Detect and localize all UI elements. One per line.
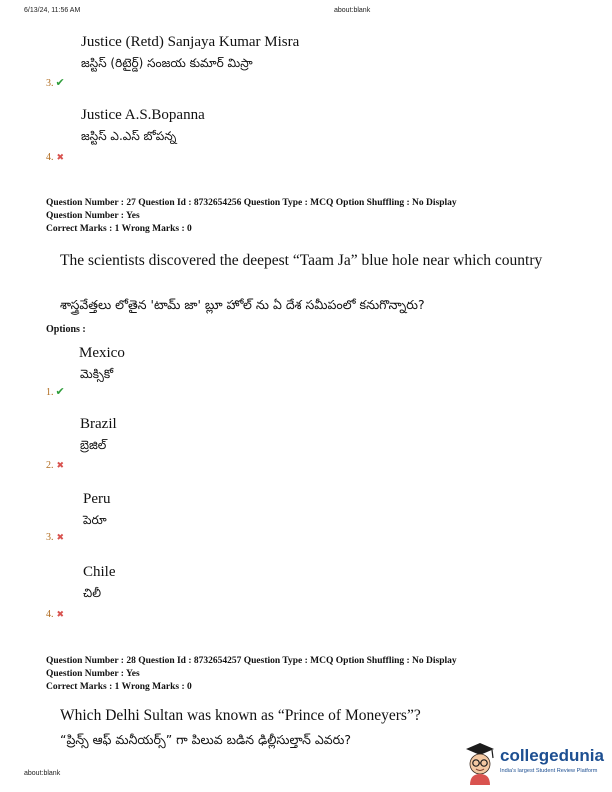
q27-option-2-en: Brazil [80, 416, 117, 432]
q27-text-te: శాస్త్రవేత్తలు లోతైన 'టామ్ జా' బ్లూ హోల్ ను ఏ దేశ సమీపంలో కనుగొన్నారు? [60, 297, 425, 312]
prev-option-3-en: Justice (Retd) Sanjaya Kumar Misra [81, 34, 300, 50]
q28-meta [46, 655, 457, 694]
prev-option-3-te: జస్టిస్ (రిటైర్డ్) సంజయ కుమార్ మిస్రా [81, 56, 253, 70]
option-number: 4. [46, 152, 54, 163]
option-number: 3. [46, 532, 54, 543]
q27-option-1-te: మెక్సికో [80, 367, 114, 381]
q27-option-4-te: చిలీ [83, 586, 101, 600]
collegedunia-logo [462, 741, 612, 787]
q27-option-2-marker [46, 455, 64, 473]
q27-option-3-te: పెరూ [83, 513, 107, 527]
q28-meta-line2: Question Number : Yes [46, 669, 140, 679]
option-number: 3. [46, 78, 54, 89]
q27-option-4-en: Chile [83, 564, 116, 580]
cross-mark-icon: ✖ [56, 461, 65, 471]
print-url: about:blank [334, 7, 371, 14]
q27-option-1-en: Mexico [79, 345, 125, 361]
q27-option-2-te: బ్రెజిల్ [80, 438, 107, 452]
q27-option-3-en: Peru [83, 491, 111, 507]
option-number: 2. [46, 460, 54, 471]
q27-meta-line3: Correct Marks : 1 Wrong Marks : 0 [46, 224, 192, 234]
q28-text-en: Which Delhi Sultan was known as “Prince of Moneyers”? [60, 707, 421, 724]
cross-mark-icon: ✖ [56, 610, 65, 620]
cross-mark-icon: ✖ [56, 533, 65, 543]
q27-options-label: Options : [46, 324, 86, 335]
q27-text-en: The scientists discovered the deepest “Taam Ja” blue hole near which country [60, 252, 543, 269]
q27-meta-line1: Question Number : 27 Question Id : 8732654256 Question Type : MCQ Option Shuffling : No Display [46, 198, 457, 208]
q27-option-4-marker [46, 604, 64, 622]
option-number: 1. [46, 387, 54, 398]
logo-tagline: India's largest Student Review Platform [500, 768, 598, 774]
option-number: 4. [46, 609, 54, 620]
cross-mark-icon: ✖ [56, 153, 65, 163]
prev-option-4-en: Justice A.S.Bopanna [81, 107, 205, 123]
logo-wordmark: collegedunia [500, 746, 604, 765]
print-footer-url: about:blank [24, 770, 61, 777]
q28-meta-line3: Correct Marks : 1 Wrong Marks : 0 [46, 682, 192, 692]
q27-meta [46, 197, 457, 236]
prev-option-4-marker [46, 147, 64, 165]
prev-option-3-marker [46, 73, 65, 91]
print-datetime: 6/13/24, 11:56 AM [24, 7, 81, 14]
q27-meta-line2: Question Number : Yes [46, 211, 140, 221]
q27-option-1-marker [46, 382, 65, 400]
q28-text-te: “ప్రిన్స్ ఆఫ్ మనీయర్స్” గా పిలువ బడిన ఢిల్లీసుల్తాన్ ఎవరు? [60, 732, 352, 747]
check-mark-icon: ✔ [55, 385, 65, 398]
q28-meta-line1: Question Number : 28 Question Id : 8732654257 Question Type : MCQ Option Shuffling : No Display [46, 656, 457, 666]
q27-option-3-marker [46, 527, 64, 545]
check-mark-icon: ✔ [55, 76, 65, 89]
prev-option-4-te: జస్టిస్ ఎ.ఎస్ బోపన్న [81, 129, 177, 143]
mascot-icon [462, 741, 498, 785]
